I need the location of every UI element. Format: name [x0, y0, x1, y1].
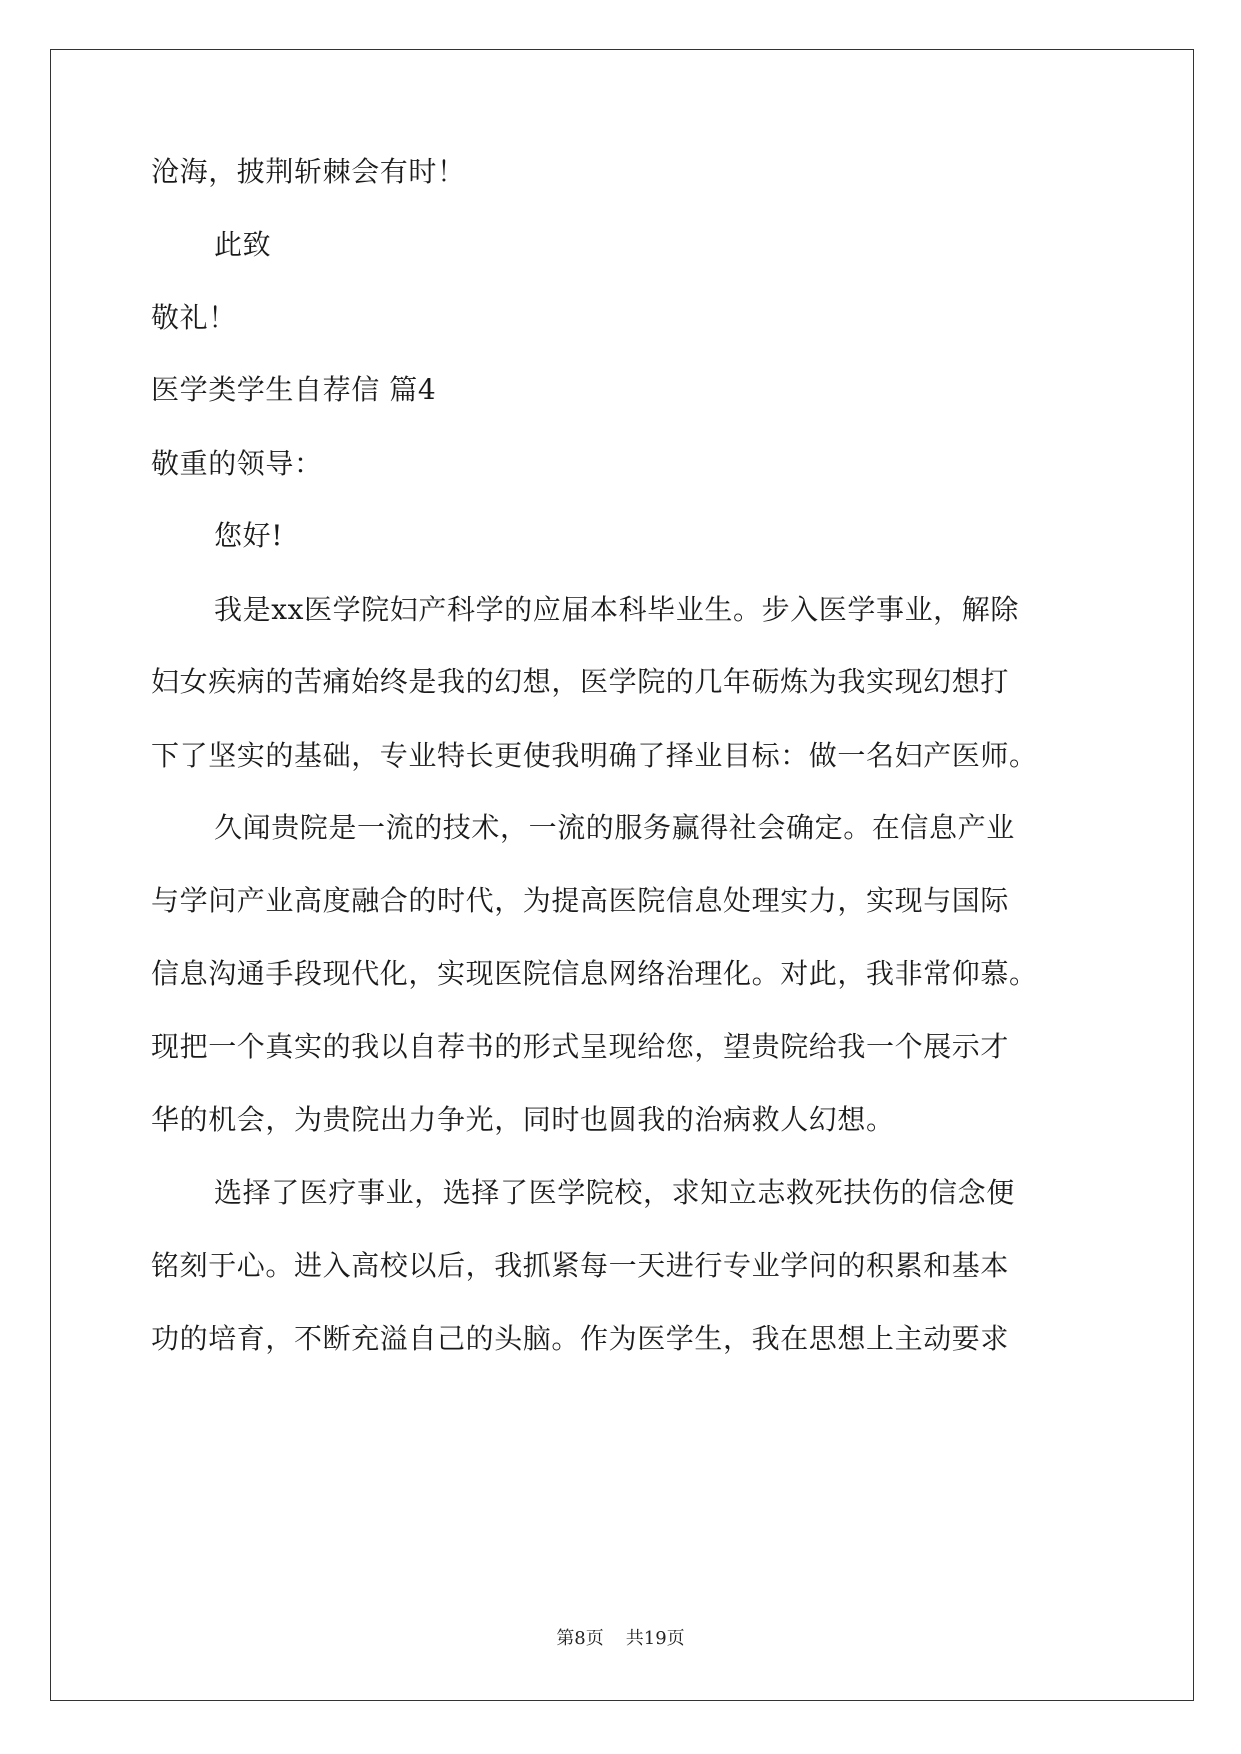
- page-footer: [0, 1627, 1241, 1651]
- paragraph-line: 久闻贵院是一流的技术，一流的服务赢得社会确定。在信息产业: [214, 811, 1015, 844]
- paragraph-line: 信息沟通手段现代化，实现医院信息网络治理化。对此，我非常仰慕。: [151, 957, 1038, 990]
- paragraph-line: 下了坚实的基础，专业特长更使我明确了择业目标：做一名妇产医师。: [151, 739, 1038, 772]
- closing-regards: 敬礼！: [151, 301, 237, 334]
- paragraph-line: 我是xx医学院妇产科学的应届本科毕业生。步入医学事业，解除: [214, 593, 1019, 626]
- paragraph-line: 妇女疾病的苦痛始终是我的幻想，医学院的几年砺炼为我实现幻想打: [151, 665, 1010, 698]
- paragraph-line: 华的机会，为贵院出力争光，同时也圆我的治病救人幻想。: [151, 1103, 895, 1136]
- text-line: 沧海，披荆斩棘会有时！: [151, 155, 466, 188]
- page-number: 第8页: [556, 1628, 604, 1649]
- section-heading: 医学类学生自荐信 篇4: [151, 373, 437, 406]
- paragraph-line: 铭刻于心。进入高校以后，我抓紧每一天进行专业学问的积累和基本: [151, 1249, 1010, 1282]
- paragraph-line: 功的培育，不断充溢自己的头脑。作为医学生，我在思想上主动要求: [151, 1322, 1010, 1355]
- paragraph-line: 与学问产业高度融合的时代，为提高医院信息处理实力，实现与国际: [151, 884, 1010, 917]
- page-total: 共19页: [625, 1628, 685, 1649]
- paragraph-line: 现把一个真实的我以自荐书的形式呈现给您，望贵院给我一个展示才: [151, 1030, 1010, 1063]
- paragraph-line: 选择了医疗事业，选择了医学院校，求知立志救死扶伤的信念便: [214, 1176, 1015, 1209]
- closing-salutation: 此致: [214, 228, 272, 261]
- page-border: [50, 49, 1194, 1701]
- greeting-hello: 您好!: [214, 519, 284, 552]
- greeting: 敬重的领导：: [151, 447, 323, 480]
